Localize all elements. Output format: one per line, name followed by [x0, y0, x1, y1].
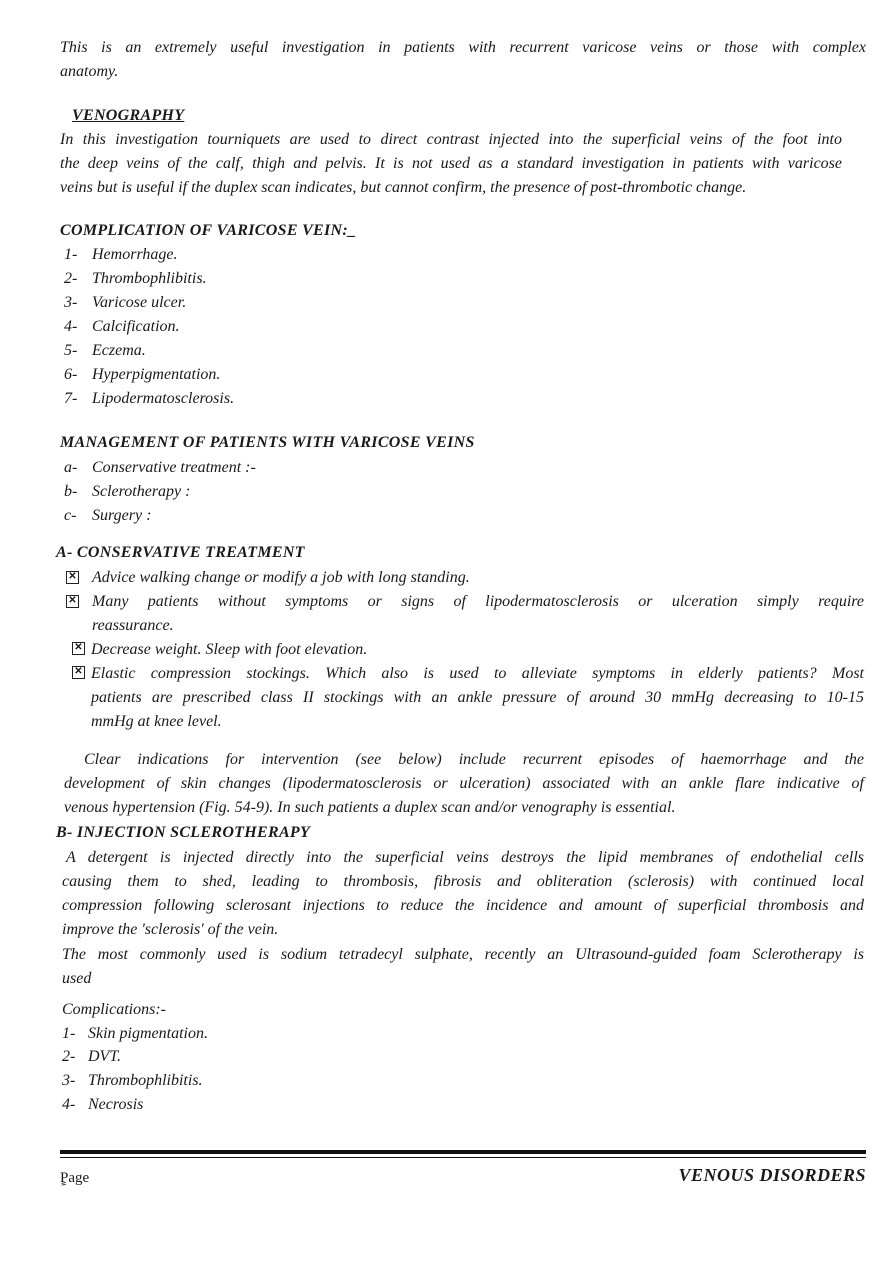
checkbox-icon: ✕ [66, 595, 79, 608]
checkbox-icon: ✕ [72, 666, 85, 679]
text-line: mmHg at knee level. [91, 713, 222, 730]
bullet-text: Advice walking change or modify a job with long standing. [92, 569, 470, 586]
footer-rule [60, 1150, 866, 1154]
bullet-text [92, 590, 864, 638]
text-line: patients are prescribed class II stockings with an ankle pressure of around 30 mmHg decreasing to 10-15 [91, 689, 864, 706]
list-number: 6- [64, 366, 78, 383]
venography-paragraph [60, 128, 842, 200]
list-item: Skin pigmentation. [88, 1025, 208, 1042]
list-number: 1- [62, 1025, 76, 1042]
text-line: the deep veins of the calf, thigh and pelvis. It is not used as a standard investigation in patients with varicose [60, 155, 842, 172]
conservative-heading: A- CONSERVATIVE TREATMENT [56, 544, 305, 561]
list-number: 3- [64, 294, 78, 311]
list-item: Surgery : [92, 507, 152, 524]
footer-rule-thin [60, 1157, 866, 1158]
list-item: Lipodermatosclerosis. [92, 390, 235, 407]
list-item: DVT. [88, 1048, 122, 1065]
text-line: veins but is useful if the duplex scan indicates, but cannot confirm, the presence of post-thrombotic change. [60, 179, 747, 196]
list-item: Necrosis [88, 1096, 144, 1113]
page-label: ٍPage [60, 1170, 90, 1186]
list-number: 3- [62, 1072, 76, 1089]
text-line: improve the 'sclerosis' of the vein. [62, 921, 279, 938]
list-item: Hyperpigmentation. [92, 366, 221, 383]
management-heading: MANAGEMENT OF PATIENTS WITH VARICOSE VEINS [60, 434, 475, 451]
sclerotherapy-paragraph-2 [62, 943, 864, 991]
list-item: Thrombophlibitis. [92, 270, 207, 287]
list-item: Calcification. [92, 318, 180, 335]
text-line: Elastic compression stockings. Which also is used to alleviate symptoms in elderly patients? Most [91, 665, 864, 682]
text-line: Clear indications for intervention (see below) include recurrent episodes of haemorrhage and the [84, 751, 864, 768]
list-number: 5- [64, 342, 78, 359]
text-line: venous hypertension (Fig. 54-9). In such patients a duplex scan and/or venography is essential. [64, 799, 676, 816]
text-line: In this investigation tourniquets are used to direct contrast injected into the superficial veins of the foot into [60, 131, 842, 148]
list-number: 2- [64, 270, 78, 287]
list-item: Eczema. [92, 342, 146, 359]
complications-heading: COMPLICATION OF VARICOSE VEIN:_ [60, 222, 357, 239]
text-line: development of skin changes (lipodermatosclerosis or ulceration) associated with an ankle flare indicative of [64, 775, 864, 792]
text-line: Many patients without symptoms or signs of lipodermatosclerosis or ulceration simply require [92, 593, 864, 610]
text-line: compression following sclerosant injections to reduce the incidence and amount of superficial thrombosis and [62, 897, 864, 914]
list-item: Varicose ulcer. [92, 294, 187, 311]
list-item: Hemorrhage. [92, 246, 178, 263]
list-number: 4- [62, 1096, 76, 1113]
list-item: Sclerotherapy : [92, 483, 191, 500]
list-letter: a- [64, 459, 78, 476]
list-letter: b- [64, 483, 78, 500]
bullet-text [91, 662, 864, 734]
running-footer-title: VENOUS DISORDERS [678, 1165, 866, 1185]
intro-paragraph [60, 36, 866, 84]
text-line: A detergent is injected directly into the superficial veins destroys the lipid membranes of endothelial cells [66, 849, 864, 866]
list-number: 7- [64, 390, 78, 407]
list-number: 1- [64, 246, 78, 263]
list-letter: c- [64, 507, 77, 524]
venography-heading: VENOGRAPHY [72, 107, 185, 124]
checkbox-icon: ✕ [72, 642, 85, 655]
list-number: 2- [62, 1048, 76, 1065]
list-item: Conservative treatment :- [92, 459, 256, 476]
sclerotherapy-heading: B- INJECTION SCLEROTHERAPY [56, 824, 311, 841]
conservative-paragraph [64, 748, 864, 820]
text-line: used [62, 970, 92, 987]
text-line: This is an extremely useful investigation in patients with recurrent varicose veins or those with complex [60, 39, 866, 56]
sclerotherapy-paragraph [62, 846, 864, 942]
list-number: 4- [64, 318, 78, 335]
list-item: Thrombophlibitis. [88, 1072, 203, 1089]
text-line: reassurance. [92, 617, 174, 634]
text-line: causing them to shed, leading to thrombosis, fibrosis and obliteration (sclerosis) with continued local [62, 873, 864, 890]
text-line: The most commonly used is sodium tetradecyl sulphate, recently an Ultrasound-guided foam Sclerotherapy is [62, 946, 864, 963]
complications-label: Complications:- [62, 1001, 166, 1018]
text-line: anatomy. [60, 63, 119, 80]
bullet-text: Decrease weight. Sleep with foot elevation. [91, 641, 368, 658]
checkbox-icon: ✕ [66, 571, 79, 584]
